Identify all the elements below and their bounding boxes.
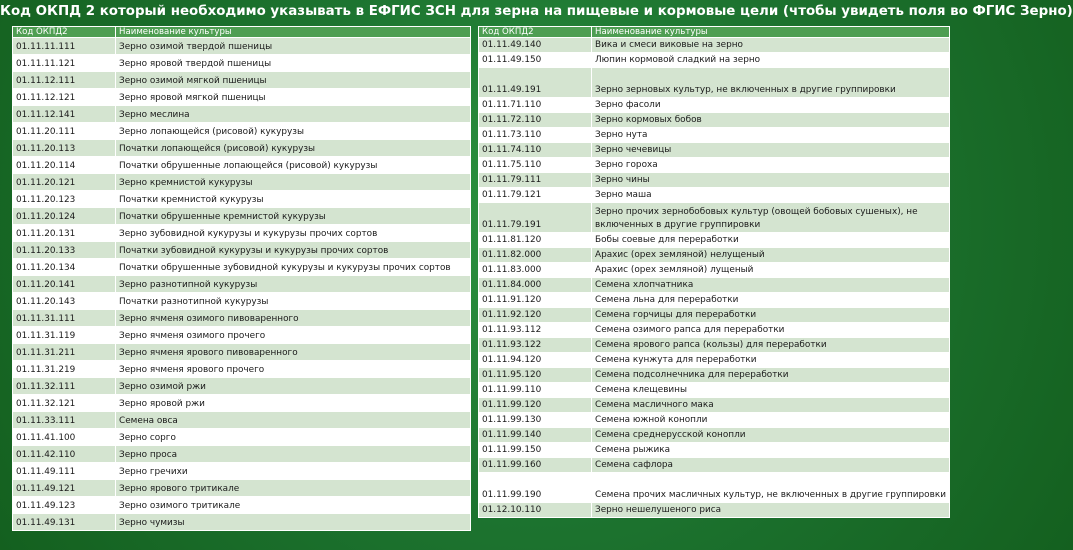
crop-name-cell: Зерно лопающейся (рисовой) кукурузы [116,123,471,140]
okpd-code-cell: 01.11.20.111 [13,123,116,140]
crop-name-cell: Семена южной конопли [592,413,950,428]
crop-name-cell: Зерно чумизы [116,514,471,531]
crop-name-cell: Семена прочих масличных культур, не включенных в другие группировки [592,473,950,503]
okpd-code-cell: 01.11.49.191 [479,68,592,98]
okpd-code-cell: 01.11.99.190 [479,473,592,503]
okpd-code-cell: 01.11.20.143 [13,293,116,310]
okpd-code-cell: 01.11.12.141 [13,106,116,123]
okpd-code-cell: 01.11.99.160 [479,458,592,473]
table-row [479,473,950,503]
okpd-code-cell: 01.11.20.123 [13,191,116,208]
table-row [479,428,950,443]
crop-name-cell: Зерно проса [116,446,471,463]
column-header-name: Наименование культуры [116,27,471,38]
crop-name-cell: Зерно разнотипной кукурузы [116,276,471,293]
okpd-code-cell: 01.11.49.123 [13,497,116,514]
crop-name-cell: Зерно озимого тритикале [116,497,471,514]
crop-name-cell: Семена льна для переработки [592,293,950,308]
crop-name-cell: Зерно ярового тритикале [116,480,471,497]
table-row [13,208,471,225]
table-row [479,443,950,458]
okpd-code-cell: 01.11.82.000 [479,248,592,263]
okpd-code-cell: 01.11.11.111 [13,38,116,55]
crop-name-cell: Початки зубовидной кукурузы и кукурузы прочих сортов [116,242,471,259]
crop-name-cell: Зерно чины [592,173,950,188]
crop-name-cell: Семена масличного мака [592,398,950,413]
table-row [13,293,471,310]
crop-name-cell: Зерно яровой твердой пшеницы [116,55,471,72]
crop-name-cell: Зерно прочих зернобобовых культур (овощей бобовых сушеных), не включенных в другие группировки [592,203,950,233]
table-row [13,395,471,412]
okpd-code-cell: 01.11.32.121 [13,395,116,412]
okpd-code-cell: 01.11.31.219 [13,361,116,378]
crop-name-cell: Семена горчицы для переработки [592,308,950,323]
okpd-code-cell: 01.11.84.000 [479,278,592,293]
crop-name-cell: Семена кунжута для переработки [592,353,950,368]
table-row [479,158,950,173]
okpd-code-cell: 01.11.81.120 [479,233,592,248]
okpd-code-cell: 01.11.49.111 [13,463,116,480]
crop-name-cell: Зерно кормовых бобов [592,113,950,128]
okpd-code-cell: 01.11.99.150 [479,443,592,458]
table-row [479,308,950,323]
table-row [13,497,471,514]
okpd-code-cell: 01.11.93.112 [479,323,592,338]
okpd-code-cell: 01.11.99.140 [479,428,592,443]
column-header-code: Код ОКПД2 [479,27,592,38]
table-row [13,89,471,106]
table-row [479,173,950,188]
crop-name-cell: Семена сафлора [592,458,950,473]
crop-name-cell: Зерно зубовидной кукурузы и кукурузы прочих сортов [116,225,471,242]
okpd-code-cell: 01.11.31.119 [13,327,116,344]
okpd-code-cell: 01.11.42.110 [13,446,116,463]
table-row [479,233,950,248]
table-row [479,113,950,128]
crop-name-cell: Початки обрушенные зубовидной кукурузы и кукурузы прочих сортов [116,259,471,276]
table-row [479,383,950,398]
table-row [13,327,471,344]
okpd-code-cell: 01.12.10.110 [479,503,592,518]
okpd-code-cell: 01.11.20.113 [13,140,116,157]
okpd-code-cell: 01.11.49.140 [479,38,592,53]
crop-name-cell: Зерно фасоли [592,98,950,113]
crop-name-cell: Семена клещевины [592,383,950,398]
crop-name-cell: Зерно ячменя ярового пивоваренного [116,344,471,361]
crop-name-cell: Зерно яровой мягкой пшеницы [116,89,471,106]
okpd-code-cell: 01.11.20.134 [13,259,116,276]
okpd-code-cell: 01.11.20.141 [13,276,116,293]
okpd-code-cell: 01.11.32.111 [13,378,116,395]
crop-name-cell: Зерно гречихи [116,463,471,480]
okpd-code-cell: 01.11.99.110 [479,383,592,398]
crop-name-cell: Зерно яровой ржи [116,395,471,412]
table-row [13,361,471,378]
table-row [13,514,471,531]
table-row [13,310,471,327]
table-header-row [13,27,471,38]
okpd-code-cell: 01.11.12.111 [13,72,116,89]
okpd-code-cell: 01.11.99.130 [479,413,592,428]
table-row [479,413,950,428]
table-row [13,72,471,89]
table-row [13,123,471,140]
crop-name-cell: Початки лопающейся (рисовой) кукурузы [116,140,471,157]
crop-name-cell: Зерно ячменя озимого пивоваренного [116,310,471,327]
crop-name-cell: Семена хлопчатника [592,278,950,293]
crop-name-cell: Семена рыжика [592,443,950,458]
table-row [479,68,950,98]
okpd-code-cell: 01.11.83.000 [479,263,592,278]
okpd-code-cell: 01.11.79.121 [479,188,592,203]
okpd-code-cell: 01.11.79.111 [479,173,592,188]
crop-name-cell: Семена ярового рапса (кользы) для переработки [592,338,950,353]
table-row [479,128,950,143]
table-row [13,225,471,242]
okpd-code-cell: 01.11.20.121 [13,174,116,191]
crop-name-cell: Семена подсолнечника для переработки [592,368,950,383]
table-row [13,106,471,123]
table-row [13,378,471,395]
okpd-code-cell: 01.11.71.110 [479,98,592,113]
crop-name-cell: Зерно чечевицы [592,143,950,158]
crop-name-cell: Зерно сорго [116,429,471,446]
table-row [479,278,950,293]
crop-name-cell: Зерно озимой твердой пшеницы [116,38,471,55]
crop-name-cell: Зерно озимой мягкой пшеницы [116,72,471,89]
table-row [13,446,471,463]
table-row [479,338,950,353]
crop-name-cell: Семена овса [116,412,471,429]
okpd-code-cell: 01.11.74.110 [479,143,592,158]
okpd-code-cell: 01.11.31.111 [13,310,116,327]
okpd-code-cell: 01.11.41.100 [13,429,116,446]
okpd-code-cell: 01.11.20.114 [13,157,116,174]
table-row [479,188,950,203]
page-title: Код ОКПД 2 который необходимо указывать в ЕФГИС ЗСН для зерна на пищевые и кормовые цели (чтобы увидеть поля во ФГИС Зерно) [0,4,1073,19]
okpd-code-cell: 01.11.95.120 [479,368,592,383]
table-row [13,344,471,361]
crop-name-cell: Зерно нута [592,128,950,143]
okpd-code-cell: 01.11.31.211 [13,344,116,361]
crop-name-cell: Початки разнотипной кукурузы [116,293,471,310]
okpd-code-cell: 01.11.20.124 [13,208,116,225]
table-row [13,55,471,72]
crop-name-cell: Зерно зерновых культур, не включенных в другие группировки [592,68,950,98]
table-row [479,143,950,158]
okpd-code-cell: 01.11.49.150 [479,53,592,68]
table-row [13,412,471,429]
table-row [479,398,950,413]
column-header-code: Код ОКПД2 [13,27,116,38]
table-row [13,174,471,191]
left-okpd-table [12,26,471,531]
crop-name-cell: Зерно кремнистой кукурузы [116,174,471,191]
crop-name-cell: Початки обрушенные лопающейся (рисовой) кукурузы [116,157,471,174]
okpd-code-cell: 01.11.73.110 [479,128,592,143]
okpd-code-cell: 01.11.99.120 [479,398,592,413]
okpd-code-cell: 01.11.91.120 [479,293,592,308]
crop-name-cell: Зерно ячменя ярового прочего [116,361,471,378]
table-row [479,503,950,518]
table-row [13,429,471,446]
table-row [13,140,471,157]
crop-name-cell: Зерно ячменя озимого прочего [116,327,471,344]
crop-name-cell: Бобы соевые для переработки [592,233,950,248]
okpd-code-cell: 01.11.79.191 [479,203,592,233]
okpd-code-cell: 01.11.20.131 [13,225,116,242]
right-okpd-table [478,26,950,518]
okpd-code-cell: 01.11.11.121 [13,55,116,72]
table-row [479,458,950,473]
crop-name-cell: Арахис (орех земляной) нелущеный [592,248,950,263]
table-header-row [479,27,950,38]
okpd-code-cell: 01.11.93.122 [479,338,592,353]
table-row [13,242,471,259]
table-row [479,53,950,68]
table-row [479,248,950,263]
table-row [13,157,471,174]
crop-name-cell: Семена озимого рапса для переработки [592,323,950,338]
okpd-code-cell: 01.11.49.121 [13,480,116,497]
table-row [13,259,471,276]
crop-name-cell: Арахис (орех земляной) лущеный [592,263,950,278]
crop-name-cell: Люпин кормовой сладкий на зерно [592,53,950,68]
crop-name-cell: Зерно озимой ржи [116,378,471,395]
table-row [13,191,471,208]
crop-name-cell: Зерно маша [592,188,950,203]
table-row [479,203,950,233]
okpd-code-cell: 01.11.49.131 [13,514,116,531]
table-row [13,480,471,497]
table-row [479,98,950,113]
crop-name-cell: Початки обрушенные кремнистой кукурузы [116,208,471,225]
okpd-code-cell: 01.11.72.110 [479,113,592,128]
table-row [479,353,950,368]
table-row [479,368,950,383]
column-header-name: Наименование культуры [592,27,950,38]
table-row [479,38,950,53]
crop-name-cell: Семена среднерусской конопли [592,428,950,443]
table-row [13,276,471,293]
table-row [479,323,950,338]
okpd-code-cell: 01.11.75.110 [479,158,592,173]
crop-name-cell: Зерно гороха [592,158,950,173]
table-row [13,38,471,55]
crop-name-cell: Зерно меслина [116,106,471,123]
table-row [479,263,950,278]
okpd-code-cell: 01.11.12.121 [13,89,116,106]
okpd-code-cell: 01.11.33.111 [13,412,116,429]
okpd-code-cell: 01.11.20.133 [13,242,116,259]
table-row [479,293,950,308]
crop-name-cell: Вика и смеси виковые на зерно [592,38,950,53]
table-row [13,463,471,480]
okpd-code-cell: 01.11.92.120 [479,308,592,323]
crop-name-cell: Зерно нешелушеного риса [592,503,950,518]
okpd-code-cell: 01.11.94.120 [479,353,592,368]
crop-name-cell: Початки кремнистой кукурузы [116,191,471,208]
